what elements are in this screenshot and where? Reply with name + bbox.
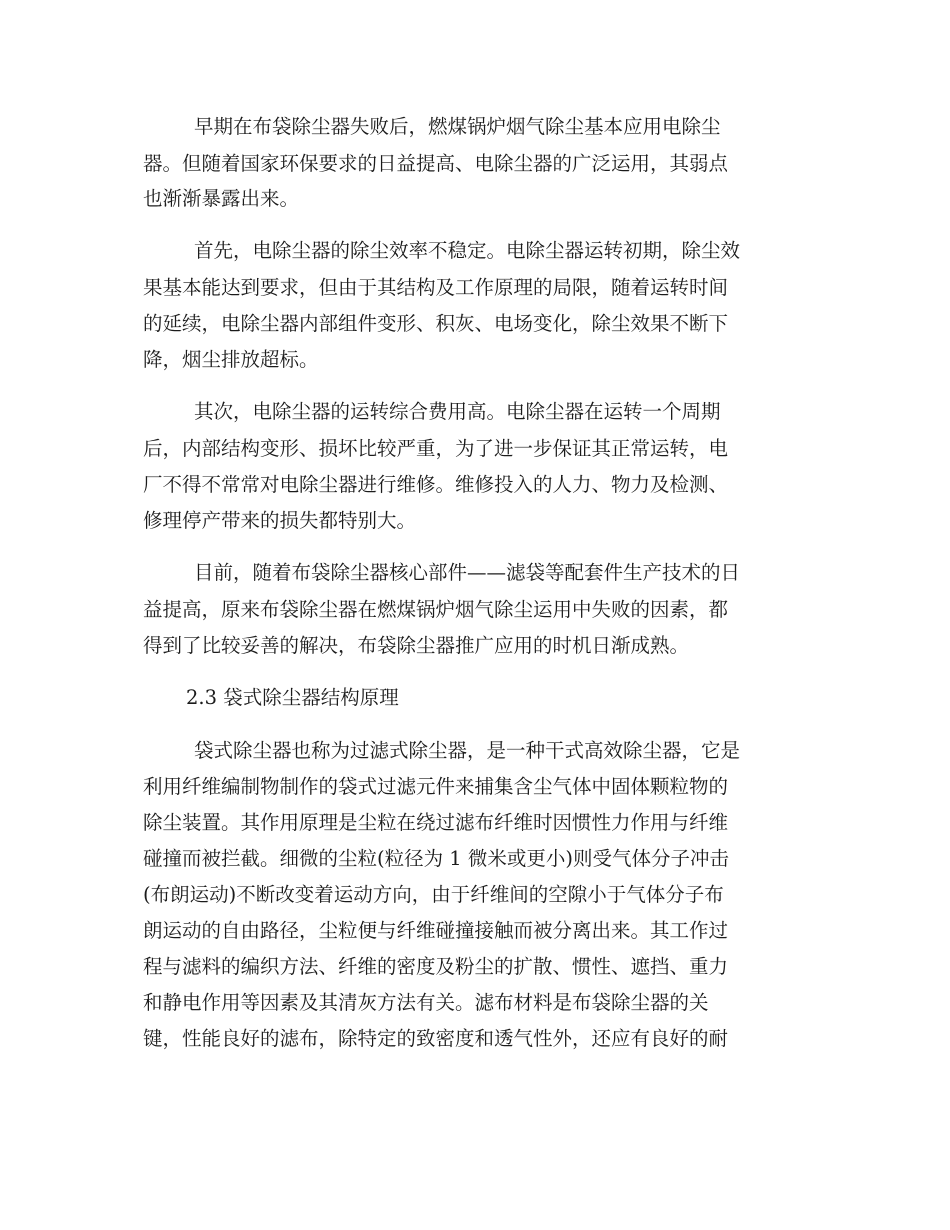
paragraph-1-line-3: 也渐渐暴露出来。	[143, 187, 300, 210]
paragraph-5-line-1: 袋式除尘器也称为过滤式除尘器，是一种干式高效除尘器，它是	[194, 739, 741, 762]
paragraph-5-line-4: 碰撞而被拦截。细微的尘粒(粒径为 1 微米或更小)则受气体分子冲击	[143, 847, 730, 870]
paragraph-5-line-3: 除尘装置。其作用原理是尘粒在绕过滤布纤维时因惯性力作用与纤维	[143, 811, 729, 834]
paragraph-2-line-1: 首先，电除尘器的除尘效率不稳定。电除尘器运转初期，除尘效	[194, 239, 741, 262]
paragraph-2-line-2: 果基本能达到要求，但由于其结构及工作原理的局限，随着运转时间	[143, 276, 729, 299]
paragraph-4-line-2: 益提高，原来布袋除尘器在燃煤锅炉烟气除尘运用中失败的因素，都	[143, 598, 729, 621]
section-heading: 2.3 袋式除尘器结构原理	[186, 686, 399, 709]
paragraph-4-line-3: 得到了比较妥善的解决，布袋除尘器推广应用的时机日渐成熟。	[143, 634, 690, 657]
paragraph-5-line-6: 朗运动的自由路径，尘粒便与纤维碰撞接触而被分离出来。其工作过	[143, 919, 729, 942]
paragraph-5-line-7: 程与滤料的编织方法、纤维的密度及粉尘的扩散、惯性、遮挡、重力	[143, 955, 729, 978]
paragraph-4-line-1: 目前，随着布袋除尘器核心部件——滤袋等配套件生产技术的日	[194, 561, 741, 584]
paragraph-5-line-5: (布朗运动)不断改变着运动方向，由于纤维间的空隙小于气体分子布	[143, 883, 724, 906]
paragraph-5-line-2: 利用纤维编制物制作的袋式过滤元件来捕集含尘气体中固体颗粒物的	[143, 775, 729, 798]
paragraph-2-line-3: 的延续，电除尘器内部组件变形、积灰、电场变化，除尘效果不断下	[143, 312, 729, 335]
paragraph-1-line-1: 早期在布袋除尘器失败后，燃煤锅炉烟气除尘基本应用电除尘	[194, 115, 721, 138]
paragraph-3-line-2: 后，内部结构变形、损坏比较严重，为了进一步保证其正常运转，电	[143, 437, 729, 460]
paragraph-5-line-8: 和静电作用等因素及其清灰方法有关。滤布材料是布袋除尘器的关	[143, 991, 709, 1014]
paragraph-3-line-3: 厂不得不常常对电除尘器进行维修。维修投入的人力、物力及检测、	[143, 473, 729, 496]
paragraph-3-line-1: 其次，电除尘器的运转综合费用高。电除尘器在运转一个周期	[194, 400, 721, 423]
paragraph-5-line-9: 键，性能良好的滤布，除特定的致密度和透气性外，还应有良好的耐	[143, 1027, 729, 1050]
paragraph-2-line-4: 降，烟尘排放超标。	[143, 348, 319, 371]
paragraph-1-line-2: 器。但随着国家环保要求的日益提高、电除尘器的广泛运用，其弱点	[143, 152, 729, 175]
paragraph-3-line-4: 修理停产带来的损失都特别大。	[143, 509, 417, 532]
